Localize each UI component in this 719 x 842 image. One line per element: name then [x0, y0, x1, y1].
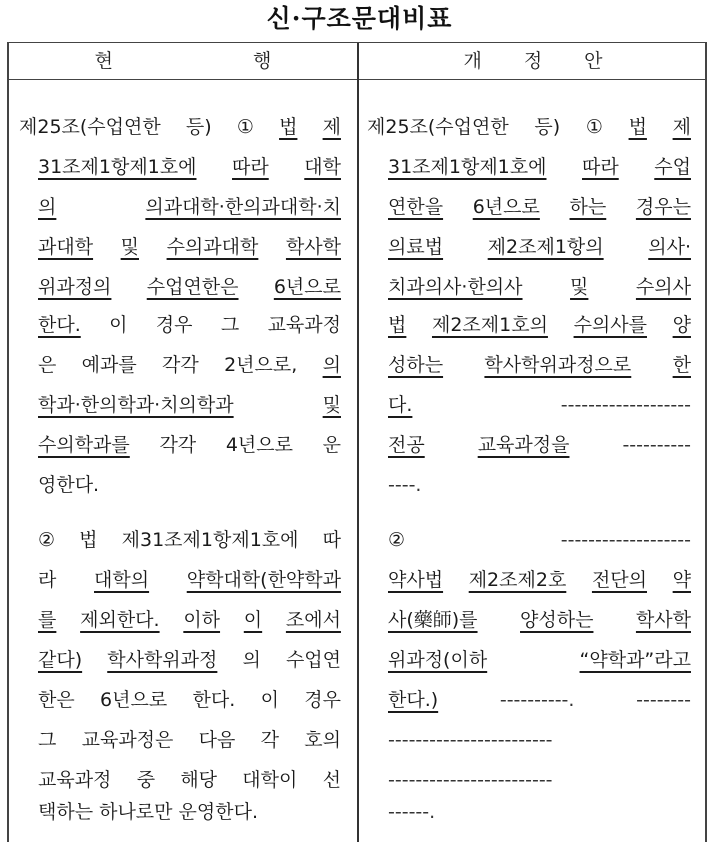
- underlined-text: 31조제1항제1호에: [38, 156, 197, 178]
- text: -------------------: [560, 529, 691, 551]
- current-paragraph-1-line: [38, 194, 341, 220]
- underlined-text: 수의사: [635, 276, 691, 298]
- text: 등): [534, 116, 561, 138]
- text: 해당: [180, 769, 218, 791]
- revised-paragraph-1-line: [388, 352, 691, 378]
- text: 이: [260, 689, 279, 711]
- underlined-text: 제2조제1항의: [487, 236, 604, 258]
- text: 호의: [304, 729, 341, 751]
- underlined-text: 제2조제2호: [468, 569, 567, 591]
- current-paragraph-2-line: [38, 607, 341, 633]
- underlined-text: 같다): [38, 649, 83, 671]
- revised-paragraph-2-line: [388, 767, 691, 793]
- underlined-text: 따라: [232, 156, 269, 178]
- text: 운: [322, 434, 341, 456]
- revised-paragraph-2-line: [388, 687, 691, 713]
- underlined-text: 한: [672, 354, 691, 376]
- underlined-text: 한다.: [38, 314, 81, 336]
- underlined-text: 양성하는: [520, 609, 594, 631]
- underlined-text: 따라: [582, 156, 619, 178]
- current-paragraph-2-line: [38, 647, 341, 673]
- text: 택하는 하나로만 운영한다.: [38, 801, 259, 823]
- current-paragraph-2-line: [38, 727, 341, 753]
- underlined-text: 연한을: [388, 196, 444, 218]
- underlined-text: 약학대학(한약학과: [186, 569, 341, 591]
- header-revised: [359, 43, 707, 79]
- underlined-text: 6년으로: [273, 276, 341, 298]
- underlined-text: 의료법: [388, 236, 444, 258]
- revised-paragraph-1-line: [388, 432, 691, 458]
- text: -------------------: [560, 394, 691, 416]
- revised-paragraph-2-line: [388, 527, 691, 553]
- text: 한다.: [192, 689, 236, 711]
- underlined-text: 법: [279, 116, 298, 138]
- current-paragraph-1-line: [19, 114, 341, 140]
- underlined-text: 사(藥師)를: [388, 609, 478, 631]
- underlined-text: 6년으로: [472, 196, 540, 218]
- revised-paragraph-2-line: [388, 607, 691, 633]
- text: 영한다.: [38, 474, 100, 496]
- underlined-text: 법: [628, 116, 647, 138]
- text: 다음: [198, 729, 236, 751]
- underlined-text: 치과의사·한의사: [388, 276, 523, 298]
- text: 각각: [159, 434, 197, 456]
- text: ②: [388, 529, 406, 551]
- revised-paragraph-2-line: [388, 799, 691, 825]
- text: 그: [38, 729, 57, 751]
- underlined-text: 약: [672, 569, 691, 591]
- underlined-text: 전공: [388, 434, 425, 456]
- header-revised-char-2: 정: [523, 50, 543, 72]
- text: ------------------------: [388, 729, 553, 751]
- underlined-text: 학사학위과정: [107, 649, 218, 671]
- underlined-text: 경우는: [635, 196, 691, 218]
- current-paragraph-1-line: [38, 472, 341, 498]
- header-current-char-2: 행: [253, 50, 272, 72]
- header-current-char-1: 현: [94, 50, 113, 72]
- revised-paragraph-1-line: [388, 472, 691, 498]
- current-paragraph-1-line: [38, 432, 341, 458]
- revised-paragraph-1-line: [367, 114, 691, 140]
- current-paragraph-2-line: [38, 767, 341, 793]
- text: ------------------------: [388, 769, 553, 791]
- revised-paragraph-2-line: [388, 647, 691, 673]
- underlined-text: 의과대학·한의과대학·치: [145, 196, 341, 218]
- underlined-text: 및: [120, 236, 139, 258]
- header-current: [9, 43, 357, 79]
- text: 중: [136, 769, 156, 791]
- revised-paragraph-2-line: [388, 727, 691, 753]
- text: 라: [38, 569, 57, 591]
- underlined-text: 다.: [388, 394, 413, 416]
- text: ----.: [388, 474, 422, 496]
- text: 은: [38, 354, 57, 376]
- underlined-text: 및: [322, 394, 341, 416]
- revised-paragraph-1-line: [388, 234, 691, 260]
- text: 법: [79, 529, 98, 551]
- text: 예과를: [81, 354, 137, 376]
- header-revised-char-1: 개: [463, 50, 482, 72]
- text: 한은: [38, 689, 75, 711]
- underlined-text: 과대학: [38, 236, 94, 258]
- revised-paragraph-1-line: [388, 274, 691, 300]
- underlined-text: 의사·: [648, 236, 691, 258]
- current-paragraph-1-line: [38, 312, 341, 338]
- text: 경우: [155, 314, 193, 336]
- underlined-text: 제외한다.: [80, 609, 160, 631]
- text: ----------: [622, 434, 691, 456]
- revised-paragraph-1-line: [388, 392, 691, 418]
- text: 각각: [162, 354, 199, 376]
- revised-paragraph-2-line: [388, 567, 691, 593]
- underlined-text: 수업: [654, 156, 691, 178]
- text: 따: [322, 529, 341, 551]
- comparison-table: [7, 42, 707, 842]
- underlined-text: 전단의: [591, 569, 647, 591]
- underlined-text: 성하는: [388, 354, 444, 376]
- underlined-text: 및: [570, 276, 589, 298]
- text: ②: [38, 529, 56, 551]
- current-paragraph-1-line: [38, 154, 341, 180]
- underlined-text: 제: [322, 116, 341, 138]
- underlined-text: 대학: [304, 156, 341, 178]
- current-paragraph-1-line: [38, 234, 341, 260]
- text: 제25조(수업연한: [19, 116, 161, 138]
- text: ------.: [388, 801, 436, 823]
- revised-paragraph-1-line: [388, 312, 691, 338]
- current-paragraph-1-line: [38, 352, 341, 378]
- text: 교육과정은: [81, 729, 174, 751]
- revised-paragraph-1-line: [388, 154, 691, 180]
- underlined-text: 위과정의: [38, 276, 112, 298]
- underlined-text: 의: [38, 196, 57, 218]
- text: 등): [185, 116, 212, 138]
- text: 경우: [304, 689, 341, 711]
- underlined-text: 학사학: [285, 236, 341, 258]
- underlined-text: 수업연한은: [146, 276, 239, 298]
- underlined-text: 이: [243, 609, 263, 631]
- text: 교육과정: [38, 769, 112, 791]
- underlined-text: 약사법: [388, 569, 444, 591]
- current-paragraph-2-line: [38, 567, 341, 593]
- text: 수업연: [285, 649, 341, 671]
- text: 2년으로,: [224, 354, 298, 376]
- underlined-text: 학사학위과정으로: [484, 354, 632, 376]
- text: 대학이: [242, 769, 298, 791]
- underlined-text: 교육과정을: [477, 434, 570, 456]
- current-paragraph-1-line: [38, 392, 341, 418]
- text: --------: [636, 689, 691, 711]
- text: 제25조(수업연한: [367, 116, 509, 138]
- underlined-text: 학과·한의학과·치의학과: [38, 394, 234, 416]
- text: 교육과정: [267, 314, 341, 336]
- text: 선: [322, 769, 341, 791]
- column-divider: [357, 43, 359, 842]
- text: ①: [236, 116, 254, 138]
- underlined-text: 31조제1항제1호에: [388, 156, 547, 178]
- underlined-text: 수의과대학: [166, 236, 259, 258]
- text: ----------.: [499, 689, 575, 711]
- text: 그: [220, 314, 240, 336]
- underlined-text: 수의사를: [573, 314, 647, 336]
- current-paragraph-2-line: [38, 799, 341, 825]
- underlined-text: 대학의: [94, 569, 150, 591]
- underlined-text: 제2조제1호의: [431, 314, 548, 336]
- text: ①: [585, 116, 603, 138]
- text: 제31조제1항제1호에: [121, 529, 299, 551]
- underlined-text: 하는: [569, 196, 607, 218]
- text: 6년으로: [100, 689, 168, 711]
- underlined-text: 한다.): [388, 689, 439, 711]
- header-revised-char-3: 안: [584, 50, 603, 72]
- underlined-text: 학사학: [635, 609, 691, 631]
- underlined-text: 수의학과를: [38, 434, 130, 456]
- underlined-text: 제: [672, 116, 691, 138]
- text: 4년으로: [225, 434, 293, 456]
- underlined-text: “약학과”라고: [579, 649, 691, 671]
- page-title: 신·구조문대비표: [266, 4, 453, 33]
- text: 각: [260, 729, 280, 751]
- underlined-text: 이하: [183, 609, 221, 631]
- text: 이: [109, 314, 128, 336]
- underlined-text: 를: [38, 609, 57, 631]
- underlined-text: 조에서: [285, 609, 341, 631]
- underlined-text: 법: [388, 314, 407, 336]
- current-paragraph-2-line: [38, 527, 341, 553]
- revised-paragraph-1-line: [388, 194, 691, 220]
- underlined-text: 양: [672, 314, 691, 336]
- underlined-text: 의: [322, 354, 341, 376]
- underlined-text: 위과정(이하: [388, 649, 488, 671]
- current-paragraph-2-line: [38, 687, 341, 713]
- current-paragraph-1-line: [38, 274, 341, 300]
- text: 의: [242, 649, 261, 671]
